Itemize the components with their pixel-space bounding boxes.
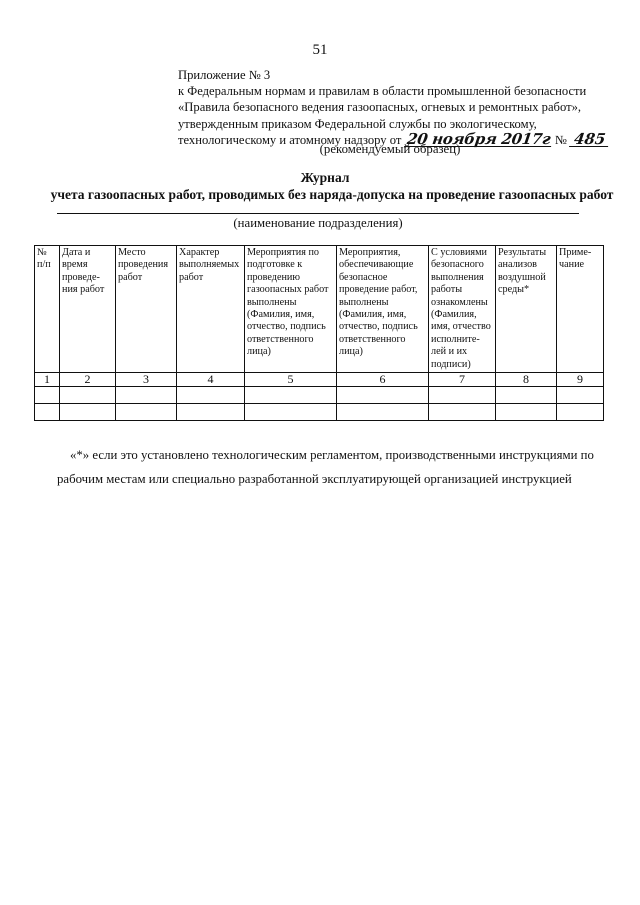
empty-cell bbox=[116, 404, 177, 421]
journal-title: Журнал bbox=[300, 170, 350, 185]
column-number: 7 bbox=[429, 373, 496, 387]
column-number: 9 bbox=[557, 373, 604, 387]
column-number: 4 bbox=[177, 373, 245, 387]
appendix-header bbox=[178, 67, 618, 148]
handwritten-number: 485 bbox=[569, 133, 610, 147]
footnote bbox=[57, 443, 605, 491]
empty-cell bbox=[496, 404, 557, 421]
column-number: 6 bbox=[337, 373, 429, 387]
header-cell-place: Место проведения работ bbox=[116, 246, 177, 373]
empty-cell bbox=[429, 387, 496, 404]
header-cell-nature: Характер выполняемых работ bbox=[177, 246, 245, 373]
header-cell-safety-measures: Мероприятия, обеспечивающие безопасное проведение работ, выполнены (Фамилия, имя, отчество, подпись ответственного лица) bbox=[337, 246, 429, 373]
empty-cell bbox=[60, 387, 116, 404]
appendix-line-3: «Правила безопасного ведения газоопасных, огневых и ремонтных работ», bbox=[178, 100, 582, 115]
page-number: 51 bbox=[312, 42, 328, 58]
empty-cell bbox=[429, 404, 496, 421]
journal-table bbox=[34, 245, 604, 421]
sample-note: (рекомендуемый образец) bbox=[319, 142, 461, 156]
column-number: 5 bbox=[245, 373, 337, 387]
column-number: 2 bbox=[60, 373, 116, 387]
empty-cell bbox=[557, 387, 604, 404]
column-number: 8 bbox=[496, 373, 557, 387]
appendix-line-4: утвержденным приказом Федеральной службы по экологическому, bbox=[178, 116, 537, 131]
handwritten-date: 20 ноября 2017г bbox=[405, 129, 552, 148]
header-cell-date: Дата и время проведе-ния работ bbox=[60, 246, 116, 373]
appendix-title: Приложение № 3 bbox=[178, 68, 271, 82]
table-row bbox=[35, 387, 604, 404]
header-cell-number: № п/п bbox=[35, 246, 60, 373]
empty-cell bbox=[337, 387, 429, 404]
empty-cell bbox=[496, 387, 557, 404]
empty-cell bbox=[245, 387, 337, 404]
number-sign: № bbox=[554, 132, 567, 147]
empty-cell bbox=[35, 387, 60, 404]
column-number: 1 bbox=[35, 373, 60, 387]
empty-cell bbox=[60, 404, 116, 421]
empty-cell bbox=[557, 404, 604, 421]
header-cell-note: Приме-чание bbox=[557, 246, 604, 373]
column-number-row bbox=[35, 373, 604, 387]
header-cell-conditions: С условиями безопасного выполнения работы ознакомлены (Фамилия, имя, отчество исполните-лей и их подписи) bbox=[429, 246, 496, 373]
footnote-line-1: «*» если это установлено технологическим регламентом, производственными инструкциями по bbox=[70, 448, 594, 462]
division-name-line bbox=[57, 213, 579, 214]
table-row bbox=[35, 404, 604, 421]
empty-cell bbox=[116, 387, 177, 404]
footnote-line-2: рабочим местам или специально разработанной эксплуатирующей организацией инструкцией bbox=[57, 472, 572, 486]
empty-cell bbox=[337, 404, 429, 421]
empty-cell bbox=[245, 404, 337, 421]
appendix-line-5-prefix: технологическому и атомному надзору от bbox=[178, 132, 402, 147]
header-cell-preparation: Мероприятия по подготовке к проведению газоопасных работ выполнены (Фамилия, имя, отчество, подпись ответственного лица) bbox=[245, 246, 337, 373]
header-cell-air-analysis: Результаты анализов воздушной среды* bbox=[496, 246, 557, 373]
table-header-row bbox=[35, 246, 604, 373]
empty-cell bbox=[35, 404, 60, 421]
journal-subtitle: учета газоопасных работ, проводимых без наряда-допуска на проведение газоопасных работ bbox=[50, 187, 614, 202]
appendix-line-2: к Федеральным нормам и правилам в области промышленной безопасности bbox=[178, 84, 587, 99]
empty-cell bbox=[177, 387, 245, 404]
column-number: 3 bbox=[116, 373, 177, 387]
division-caption: (наименование подразделения) bbox=[233, 216, 403, 230]
empty-cell bbox=[177, 404, 245, 421]
